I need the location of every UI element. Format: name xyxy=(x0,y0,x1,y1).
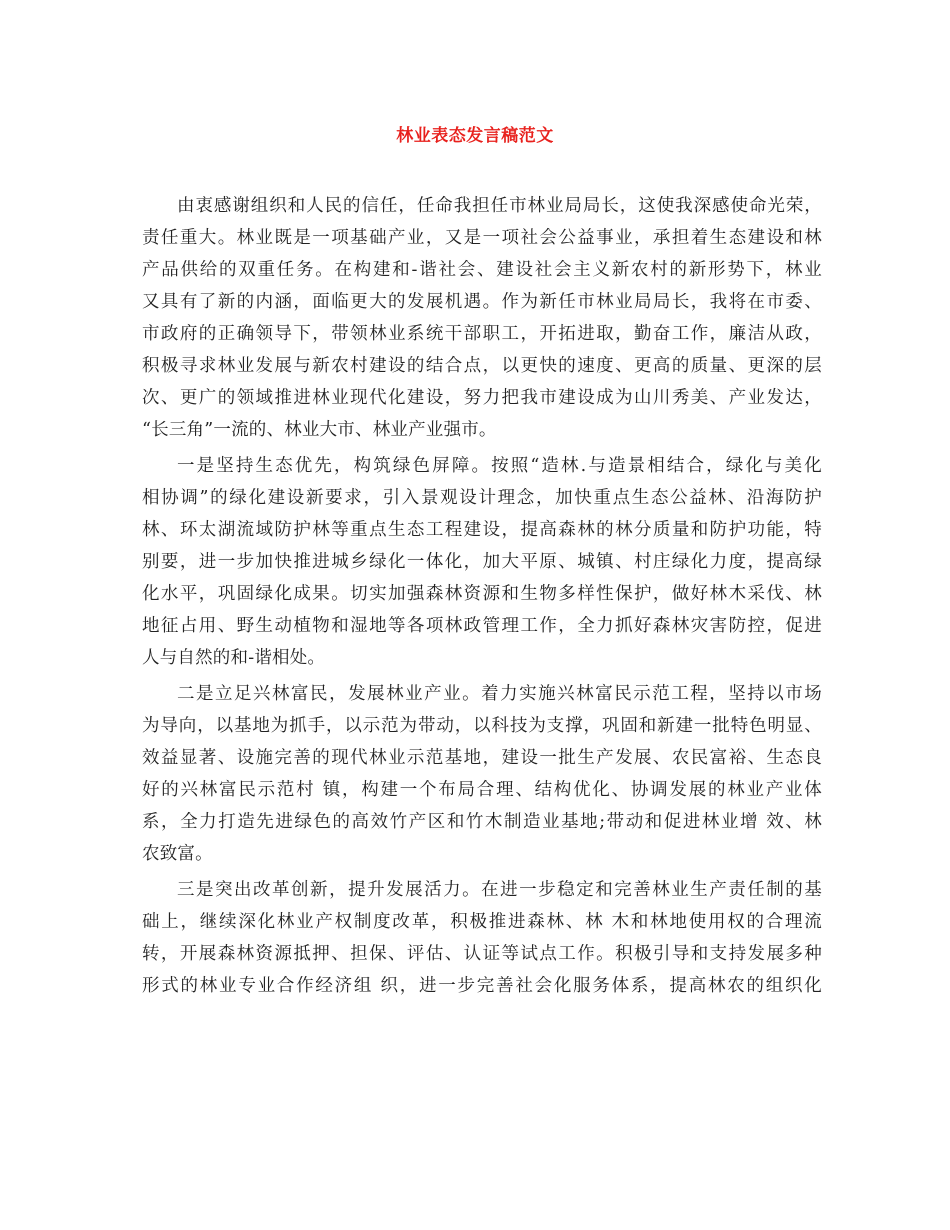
text-line: 好的兴林富民示范村 镇，构建一个布局合理、结构优化、协调发展的林业产业体 xyxy=(142,780,822,800)
text-line: 础上，继续深化林业产权制度改革，积极推进森林、林 木和林地使用权的合理流 xyxy=(142,912,822,932)
document-title: 林业表态发言稿范文 xyxy=(396,126,554,146)
document-body xyxy=(142,190,822,1002)
paragraph xyxy=(142,450,822,674)
text-line: 次、更广的领域推进林业现代化建设，努力把我市建设成为山川秀美、产业发达， xyxy=(142,388,822,408)
text-line: 别要，进一步加快推进城乡绿化一体化，加大平原、城镇、村庄绿化力度，提高绿 xyxy=(142,552,822,572)
text-line: 转，开展森林资源抵押、担保、评估、认证等试点工作。积极引导和支持发展多种 xyxy=(142,944,822,964)
paragraph xyxy=(142,190,822,446)
text-line: 形式的林业专业合作经济组 织，进一步完善社会化服务体系，提高林农的组织化 xyxy=(142,976,822,996)
text-line: “长三角”一流的、林业大市、林业产业强市。 xyxy=(142,420,497,440)
paragraph xyxy=(142,874,822,1002)
text-line: 效益显著、设施完善的现代林业示范基地，建设一批生产发展、农民富裕、生态良 xyxy=(142,748,822,768)
text-line: 又具有了新的内涵，面临更大的发展机遇。作为新任市林业局局长，我将在市委、 xyxy=(142,292,822,312)
text-line: 二是立足兴林富民，发展林业产业。着力实施兴林富民示范工程，坚持以市场 xyxy=(177,684,822,704)
text-line: 积极寻求林业发展与新农村建设的结合点，以更快的速度、更高的质量、更深的层 xyxy=(142,356,822,376)
text-line: 为导向，以基地为抓手，以示范为带动，以科技为支撑，巩固和新建一批特色明显、 xyxy=(142,716,822,736)
text-line: 地征占用、野生动植物和湿地等各项林政管理工作，全力抓好森林灾害防控，促进 xyxy=(142,616,822,636)
text-line: 市政府的正确领导下，带领林业系统干部职工，开拓进取，勤奋工作，廉洁从政， xyxy=(142,324,822,344)
text-line: 农致富。 xyxy=(142,844,213,864)
text-line: 系，全力打造先进绿色的高效竹产区和竹木制造业基地;带动和促进林业增 效、林 xyxy=(142,812,822,832)
text-line: 由衷感谢组织和人民的信任，任命我担任市林业局局长，这使我深感使命光荣， xyxy=(177,196,822,216)
text-line: 一是坚持生态优先，构筑绿色屏障。按照“造林.与造景相结合，绿化与美化 xyxy=(177,456,822,476)
text-line: 产品供给的双重任务。在构建和-谐社会、建设社会主义新农村的新形势下，林业 xyxy=(142,260,822,280)
paragraph xyxy=(142,678,822,870)
text-line: 相协调”的绿化建设新要求，引入景观设计理念，加快重点生态公益林、沿海防护 xyxy=(142,488,822,508)
text-line: 化水平，巩固绿化成果。切实加强森林资源和生物多样性保护，做好林木采伐、林 xyxy=(142,584,822,604)
text-line: 人与自然的和-谐相处。 xyxy=(142,648,326,668)
text-line: 三是突出改革创新，提升发展活力。在进一步稳定和完善林业生产责任制的基 xyxy=(177,880,822,900)
text-line: 林、环太湖流域防护林等重点生态工程建设，提高森林的林分质量和防护功能，特 xyxy=(142,520,822,540)
text-line: 责任重大。林业既是一项基础产业，又是一项社会公益事业，承担着生态建设和林 xyxy=(142,228,822,248)
